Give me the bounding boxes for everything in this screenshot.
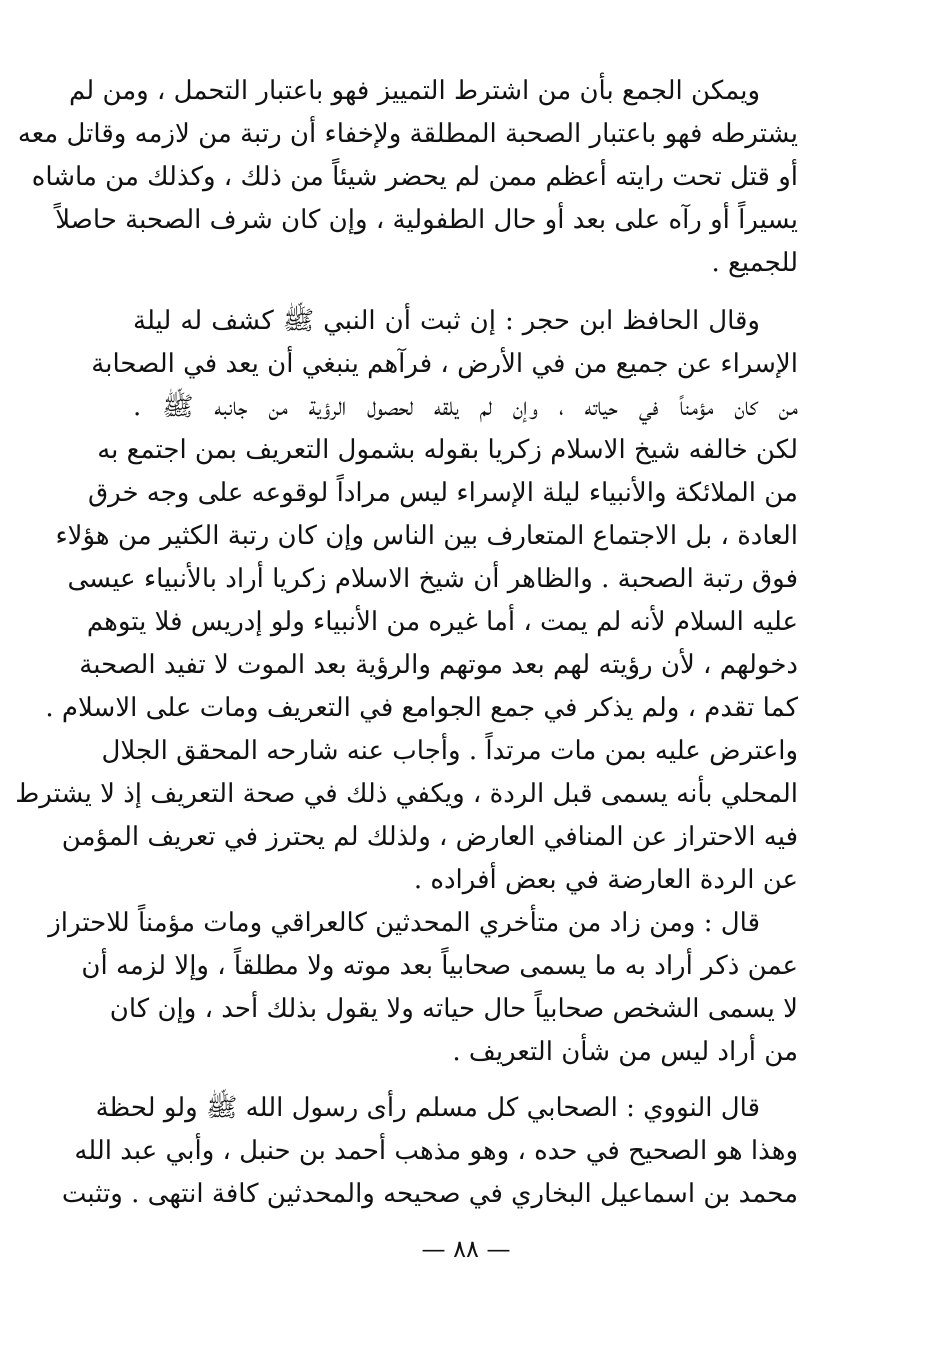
- text-line: الإسراء عن جميع من في الأرض ، فرآهم ينبغي أن يعد في الصحابة: [91, 349, 798, 379]
- text-line: فيه الاحتراز عن المنافي العارض ، ولذلك لم يحترز في تعريف المؤمن: [61, 822, 798, 852]
- text-line: عن الردة العارضة في بعض أفراده .: [413, 865, 798, 895]
- text-line: عليه السلام لأنه لم يمت ، أما غيره من الأنبياء ولو إدريس فلا يتوهم: [86, 607, 798, 637]
- text-line: محمد بن اسماعيل البخاري في صحيحه والمحدثين كافة انتهى . وتثبت: [61, 1179, 798, 1209]
- text-line: من أراد ليس من شأن التعريف .: [452, 1037, 798, 1067]
- text-line: العادة ، بل الاجتماع المتعارف بين الناس وإن كان رتبة الكثير من هؤلاء: [55, 521, 798, 551]
- text-line: أو قتل تحت رايته أعظم ممن لم يحضر شيئاً من ذلك ، وكذلك من ماشاه: [31, 162, 798, 192]
- text-line: المحلي بأنه يسمى قبل الردة ، ويكفي ذلك في صحة التعريف إذ لا يشترط: [15, 779, 798, 809]
- text-line: عمن ذكر أراد به ما يسمى صحابياً بعد موته ولا مطلقاً ، وإلا لزمه أن: [81, 951, 798, 981]
- text-line: قال : ومن زاد من متأخري المحدثين كالعراقي ومات مؤمناً للاحتراز: [48, 908, 760, 938]
- paragraph-1: [17, 70, 798, 285]
- text-line: للجميع .: [711, 248, 798, 278]
- text-line: وهذا هو الصحيح في حده ، وهو مذهب أحمد بن حنبل ، وأبي عبد الله: [74, 1136, 798, 1166]
- text-line: لكن خالفه شيخ الاسلام زكريا بقوله بشمول التعريف بمن اجتمع به: [97, 435, 798, 465]
- text-line: لا يسمى الشخص صحابياً حال حياته ولا يقول بذلك أحد ، وإن كان: [109, 994, 798, 1024]
- text-line: يسيراً أو رآه على بعد أو حال الطفولية ، وإن كان شرف الصحبة حاصلاً: [55, 205, 798, 235]
- page-number: — ٨٨ —: [421, 1235, 511, 1263]
- paragraph-3: [48, 902, 798, 1074]
- text-line: فوق رتبة الصحبة . والظاهر أن شيخ الاسلام زكريا أراد بالأنبياء عيسى: [67, 564, 798, 594]
- text-line: يشترطه فهو باعتبار الصحبة المطلقة ولإخفاء أن رتبة من لازمه وقاتل معه: [17, 119, 798, 149]
- text-line: من الملائكة والأنبياء ليلة الإسراء ليس مراداً لوقوعه على وجه خرق: [87, 478, 798, 508]
- text-line: كما تقدم ، ولم يذكر في جمع الجوامع في التعريف ومات على الاسلام .: [45, 693, 798, 723]
- paragraph-4: [61, 1087, 798, 1216]
- text-line: وقال الحافظ ابن حجر : إن ثبت أن النبي ﷺ كشف له ليلة: [133, 306, 760, 336]
- text-line: ويمكن الجمع بأن من اشترط التمييز فهو باعتبار التحمل ، ومن لم: [68, 76, 760, 106]
- text-line: قال النووي : الصحابي كل مسلم رأى رسول الله ﷺ ولو لحظة: [95, 1093, 760, 1123]
- text-line: دخولهم ، لأن رؤيته لهم بعد موتهم والرؤية بعد الموت لا تفيد الصحبة: [79, 650, 798, 680]
- text-line: واعترض عليه بمن مات مرتداً . وأجاب عنه شارحه المحقق الجلال: [101, 736, 798, 766]
- text-line: من كان مؤمناً في حياته ، وإن لم يلقه لحصول الرؤية من جانبه ﷺ .: [133, 392, 798, 422]
- paragraph-2: [15, 300, 798, 902]
